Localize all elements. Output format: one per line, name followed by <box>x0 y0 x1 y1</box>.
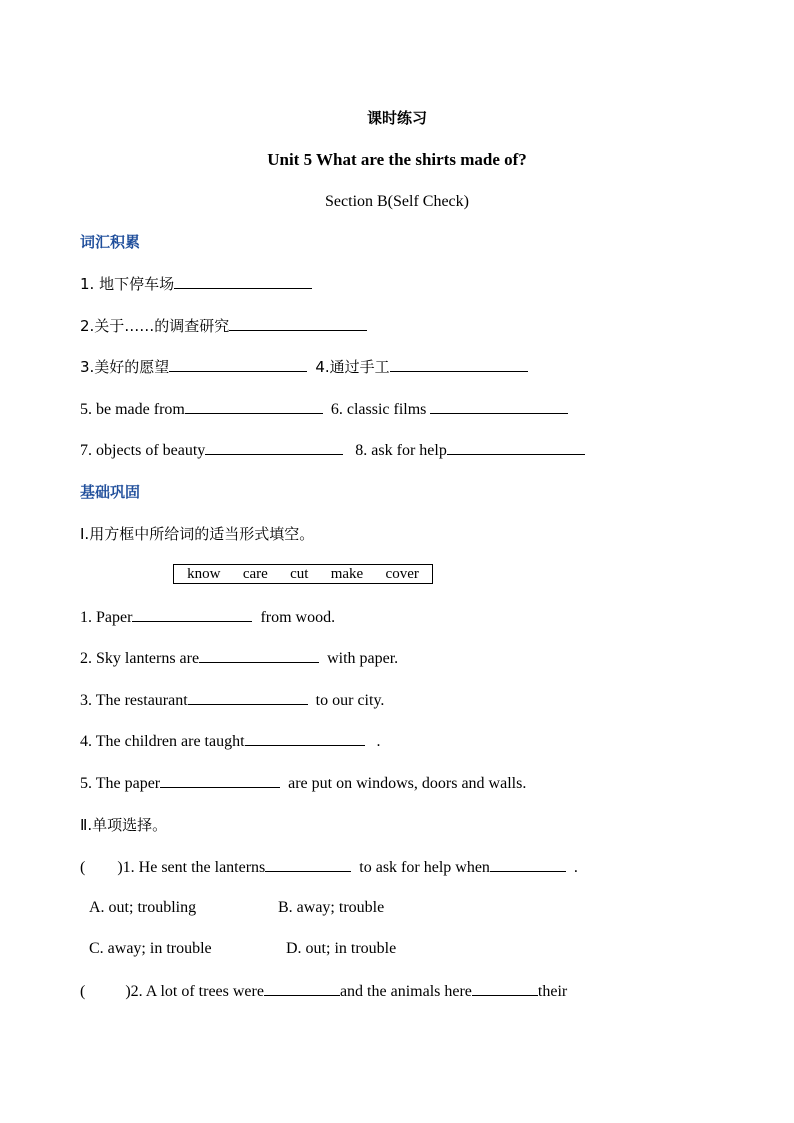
vocab-item-5: 5. be made from <box>80 401 185 418</box>
answer-blank[interactable] <box>205 440 343 455</box>
fill-question-3 <box>80 690 384 711</box>
choice-question-2 <box>80 981 567 1002</box>
word-box <box>173 564 433 584</box>
question-text: ( )2. A lot of trees were <box>80 983 264 1000</box>
answer-blank[interactable] <box>265 857 351 872</box>
question-text: to ask for help when <box>359 859 490 876</box>
question-text: ( )1. He sent the lanterns <box>80 859 266 876</box>
answer-blank[interactable] <box>174 274 312 289</box>
answer-blank[interactable] <box>430 399 568 414</box>
vocab-item-4: 4.通过手工 <box>315 358 390 376</box>
vocab-row-2 <box>80 316 367 337</box>
option-b[interactable]: B. away; trouble <box>278 899 385 916</box>
question-text: and the animals here <box>339 983 472 1000</box>
vocab-item-8: 8. ask for help <box>355 442 447 459</box>
answer-blank[interactable] <box>185 399 323 414</box>
answer-blank[interactable] <box>188 690 308 705</box>
question-text: 1. Paper <box>80 609 133 626</box>
word-box-item: care <box>242 565 268 582</box>
answer-blank[interactable] <box>245 731 365 746</box>
unit-title: Unit 5 What are the shirts made of? <box>267 150 527 169</box>
fill-question-4 <box>80 731 381 752</box>
answer-blank[interactable] <box>490 857 566 872</box>
question-text: . <box>376 733 381 750</box>
answer-blank[interactable] <box>160 773 280 788</box>
vocab-item-1: 1. 地下停车场 <box>80 275 175 293</box>
part2-instruction: Ⅱ.单项选择。 <box>80 816 168 834</box>
fill-question-2 <box>80 648 398 669</box>
word-box-item: make <box>330 565 364 582</box>
word-box-item: cover <box>385 565 419 582</box>
vocab-row-5 <box>80 440 585 461</box>
question-text: are put on windows, doors and walls. <box>288 775 527 792</box>
choice-question-1 <box>80 857 578 878</box>
answer-blank[interactable] <box>132 607 252 622</box>
question-text: 4. The children are taught <box>80 733 245 750</box>
question-text: from wood. <box>260 609 336 626</box>
worksheet-title: 课时练习 <box>366 109 427 127</box>
answer-blank[interactable] <box>199 648 319 663</box>
question-text: with paper. <box>327 650 399 667</box>
vocab-item-2: 2.关于……的调查研究 <box>80 317 230 335</box>
vocab-row-4 <box>80 399 568 420</box>
question-text: 5. The paper <box>80 775 161 792</box>
vocab-row-1 <box>80 274 312 295</box>
vocab-row-3 <box>80 357 528 378</box>
option-a[interactable]: A. out; troubling <box>89 899 197 916</box>
part1-instruction: I.用方框中所给词的适当形式填空。 <box>80 525 315 543</box>
answer-blank[interactable] <box>472 981 538 996</box>
option-d[interactable]: D. out; in trouble <box>286 940 397 957</box>
vocab-item-7: 7. objects of beauty <box>80 442 206 459</box>
section-title: Section B(Self Check) <box>325 193 469 210</box>
question-text: 2. Sky lanterns are <box>80 650 200 667</box>
vocab-item-6: 6. classic films <box>330 401 427 418</box>
answer-blank[interactable] <box>229 316 367 331</box>
answer-blank[interactable] <box>390 357 528 372</box>
basics-heading: 基础巩固 <box>80 483 141 501</box>
question-text: their <box>537 983 568 1000</box>
answer-blank[interactable] <box>447 440 585 455</box>
question-text: 3. The restaurant <box>80 692 188 709</box>
vocab-item-3: 3.美好的愿望 <box>80 358 170 376</box>
word-box-item: cut <box>290 565 309 582</box>
word-box-item: know <box>187 565 221 582</box>
fill-question-1 <box>80 607 335 628</box>
fill-question-5 <box>80 773 526 794</box>
question-text: . <box>573 859 578 876</box>
vocab-heading: 词汇积累 <box>80 233 141 251</box>
option-c[interactable]: C. away; in trouble <box>89 940 212 957</box>
answer-blank[interactable] <box>264 981 340 996</box>
answer-blank[interactable] <box>169 357 307 372</box>
question-text: to our city. <box>315 692 385 709</box>
